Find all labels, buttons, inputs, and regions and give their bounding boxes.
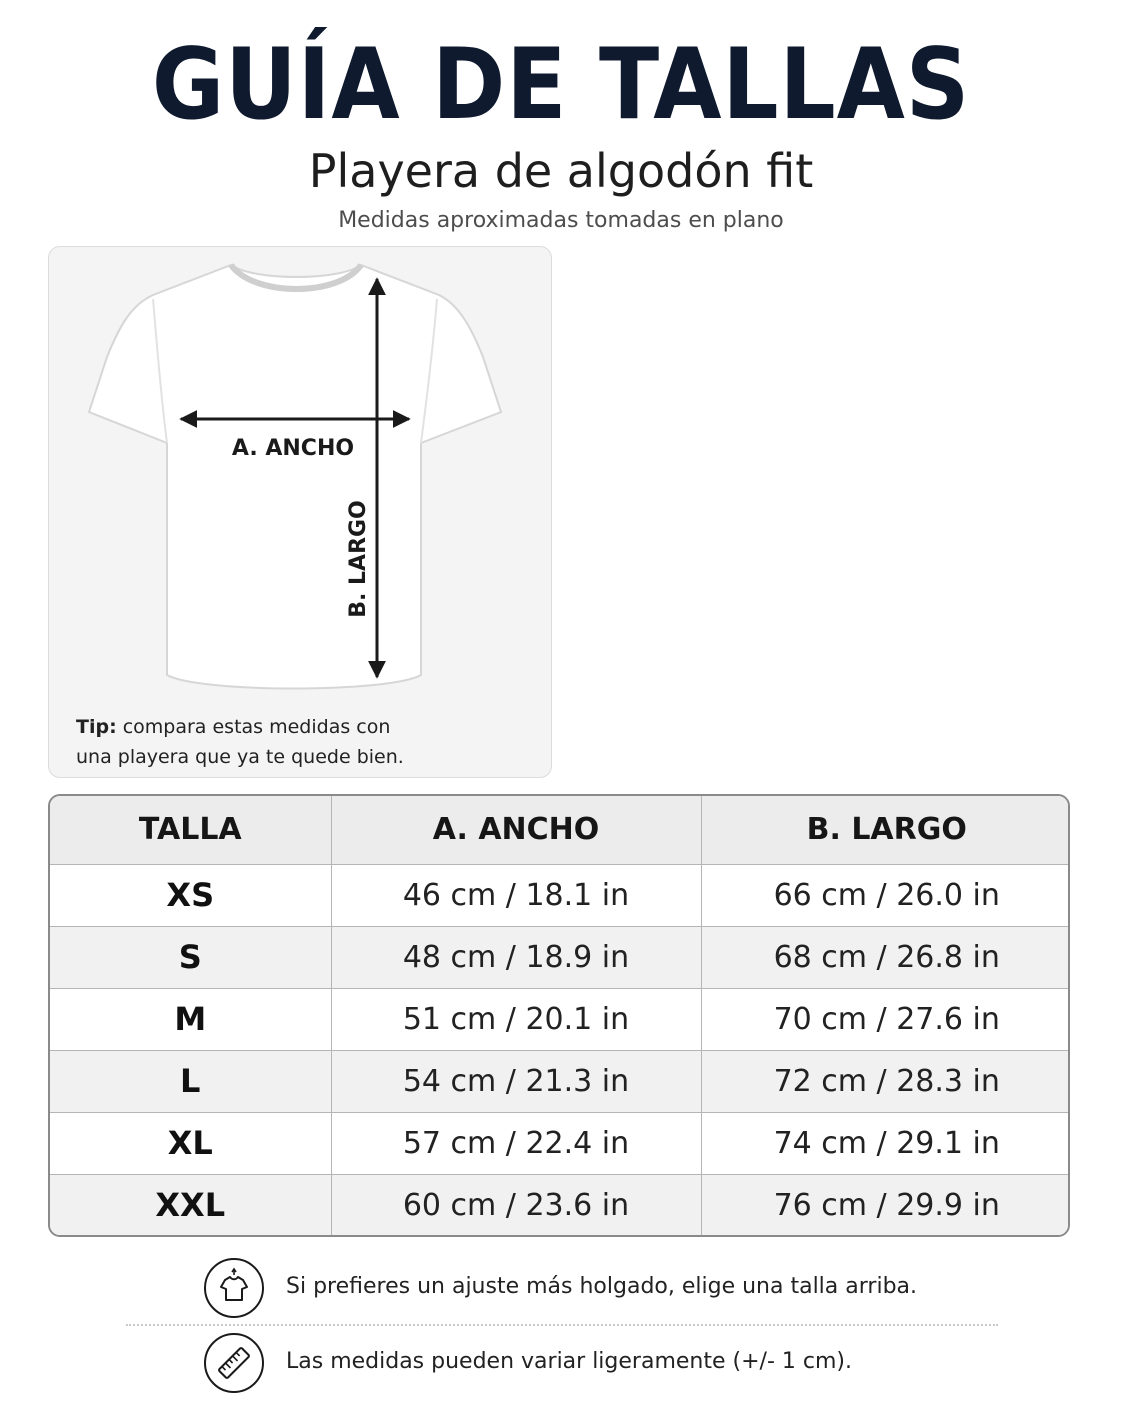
size-cell: S bbox=[50, 926, 331, 988]
tip-label: Tip: bbox=[76, 716, 117, 738]
width-label: A. ANCHO bbox=[231, 436, 355, 461]
fit-note-text: Si prefieres un ajuste más holgado, elige una talla arriba. bbox=[286, 1274, 918, 1299]
width-cell: 51 cm / 20.1 in bbox=[331, 988, 701, 1050]
width-cell: 48 cm / 18.9 in bbox=[331, 926, 701, 988]
tip-line1: compara estas medidas con bbox=[116, 716, 391, 738]
length-cell: 70 cm / 27.6 in bbox=[701, 988, 1070, 1050]
header-length: B. LARGO bbox=[701, 796, 1070, 864]
header-size: TALLA bbox=[50, 796, 331, 864]
length-cell: 76 cm / 29.9 in bbox=[773, 1187, 1000, 1223]
size-table bbox=[48, 794, 1070, 1237]
width-cell: 54 cm / 21.3 in bbox=[331, 1050, 701, 1112]
length-cell: 72 cm / 28.3 in bbox=[701, 1050, 1070, 1112]
fit-note bbox=[204, 1258, 1024, 1318]
size-cell: L bbox=[50, 1050, 331, 1112]
tshirt-shape bbox=[89, 265, 501, 689]
table-row bbox=[50, 1050, 1070, 1112]
footer-divider bbox=[126, 1324, 998, 1326]
table-header-row bbox=[50, 796, 1070, 864]
tolerance-note-text: Las medidas pueden variar ligeramente (+/- 1 cm). bbox=[286, 1349, 852, 1374]
size-cell: XS bbox=[50, 864, 331, 926]
tshirt-illustration bbox=[49, 247, 553, 779]
table-row bbox=[50, 926, 1070, 988]
page-title: GUÍA DE TALLAS bbox=[151, 28, 971, 142]
tip-text bbox=[76, 712, 516, 772]
shirt-diagram-card bbox=[48, 246, 552, 778]
table-row bbox=[50, 1112, 1070, 1174]
table-row bbox=[50, 1174, 1070, 1236]
length-label: B. LARGO bbox=[346, 500, 371, 618]
size-cell: XXL bbox=[50, 1174, 331, 1236]
width-cell: 57 cm / 22.4 in bbox=[331, 1112, 701, 1174]
header-width: A. ANCHO bbox=[331, 796, 701, 864]
size-cell: XL bbox=[50, 1112, 331, 1174]
table-row bbox=[50, 988, 1070, 1050]
page-subtitle: Playera de algodón fit bbox=[308, 144, 814, 198]
ruler-icon bbox=[204, 1333, 264, 1393]
tip-line2: una playera que ya te quede bien. bbox=[76, 746, 404, 768]
tshirt-size-up-icon bbox=[204, 1258, 264, 1318]
measurement-note: Medidas aproximadas tomadas en plano bbox=[338, 208, 784, 233]
tolerance-note bbox=[204, 1333, 1024, 1393]
length-cell: 74 cm / 29.1 in bbox=[701, 1112, 1070, 1174]
table-row bbox=[50, 864, 1070, 926]
width-cell: 60 cm / 23.6 in bbox=[331, 1174, 701, 1236]
length-cell: 68 cm / 26.8 in bbox=[701, 926, 1070, 988]
length-cell: 66 cm / 26.0 in bbox=[701, 864, 1070, 926]
size-cell: M bbox=[50, 988, 331, 1050]
width-cell: 46 cm / 18.1 in bbox=[331, 864, 701, 926]
